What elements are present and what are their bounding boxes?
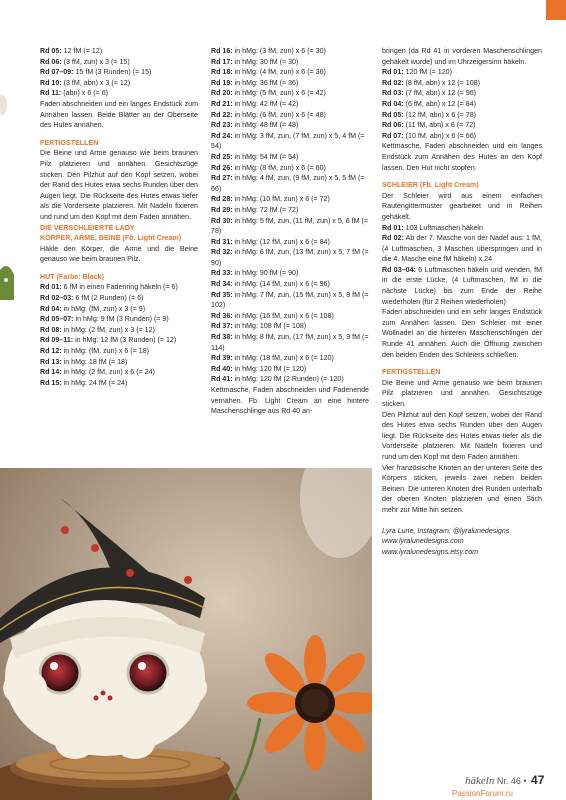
round-label: Rd 34:: [211, 280, 233, 289]
round-text: in hMg: 42 fM (= 42): [232, 99, 299, 108]
section-heading: FERTIGSTELLEN: [40, 138, 99, 147]
round-text: in hMg: 120 fM (= 120): [232, 364, 307, 373]
designer-credit: Lyra Lune, Instagram: @lyralunedesigns: [382, 526, 510, 535]
round-label: Rd 31:: [211, 237, 233, 246]
round-row: [211, 268, 369, 279]
round-label: Rd 32:: [211, 248, 233, 257]
round-row: [211, 205, 369, 216]
round-text: in hMg: (10 fM, zun) x 6 (= 72): [232, 195, 330, 204]
round-text: in hMg: 6 fM, zun, (13 fM, zun) x 5, 7 fM (= 90): [211, 248, 369, 267]
round-text: in hMg: 90 fM (= 90): [232, 269, 299, 278]
round-label: Rd 22:: [211, 110, 233, 119]
watermark: PassionForum.ru: [452, 789, 513, 798]
round-label: Rd 21:: [211, 99, 233, 108]
round-label: Rd 16:: [211, 47, 233, 55]
round-label: Rd 07–09:: [40, 68, 74, 77]
round-label: Rd 06:: [40, 57, 62, 66]
section-heading: HUT (Farbe: Black): [40, 272, 104, 281]
round-row: [211, 332, 369, 353]
round-label: Rd 39:: [211, 354, 233, 363]
round-row: [211, 46, 369, 57]
round-text: 6 Luftmaschen häkeln und wenden, fM in die erste Lücke, (4 Luftmaschen, fM in die nächste Lücke) bis zum Ende der Reihe wiederholen (für 2 Reihen wiederholen): [382, 265, 543, 306]
round-label: Rd 36:: [211, 311, 233, 320]
round-row: [211, 194, 369, 205]
page-corner-tab: [546, 0, 566, 20]
paragraph: Der Schleier wird aus einem einfachen Rautengittermuster gearbeitet und in Reihen gehäkelt.: [382, 191, 542, 221]
round-label: Rd 25:: [211, 152, 233, 161]
round-row: [40, 346, 198, 357]
round-row: [211, 279, 369, 290]
round-text: (6 fM, abn) x 12 (= 84): [403, 99, 477, 108]
round-row: [211, 131, 369, 152]
round-row: [211, 152, 369, 163]
round-label: Rd 37:: [211, 322, 233, 331]
paragraph: Die Beine und Arme genauso wie beim braunen Pilz platzieren und annähen. Gesichtszüge sticken. Den Pilzhut auf den Kopf setzen, wobei der Rand des Hutes etwa sechs Runden über den Augen liegt. Die Rückseite des Hutes etwas tiefer als die Vorderseite platzieren. Mit Nadeln fixieren und rund um den Kopf mit dem Faden annähen.: [40, 149, 198, 221]
round-row: [40, 293, 198, 304]
round-text: in hMg: (4 fM, zun) x 6 (= 36): [232, 68, 326, 77]
round-label: Rd 38:: [211, 333, 233, 342]
round-text: in hMg: 24 fM (= 24): [61, 378, 128, 387]
round-row: [40, 282, 198, 293]
round-label: Rd 28:: [211, 195, 233, 204]
round-label: Rd 09–11:: [40, 336, 74, 345]
round-label: Rd 18:: [211, 68, 233, 77]
round-label: Rd 08:: [40, 325, 62, 334]
page-footer: [465, 773, 544, 787]
round-label: Rd 19:: [211, 78, 233, 87]
round-label: Rd 10:: [40, 78, 62, 87]
round-label: Rd 14:: [40, 368, 62, 377]
round-label: Rd 15:: [40, 378, 62, 387]
section-heading: FERTIGSTELLEN: [382, 368, 441, 377]
page-number: 47: [531, 773, 545, 787]
round-text: 12 fM (= 12): [61, 47, 103, 55]
round-row: [382, 120, 542, 131]
round-row: [382, 110, 542, 121]
round-row: [211, 88, 369, 99]
round-text: in hMg: 72 fM (= 72): [232, 205, 299, 214]
paragraph: Die Beine und Arme genauso wie beim braunen Pilz platzieren und annähen. Gesichtszüge sticken.: [382, 378, 542, 408]
round-row: [40, 67, 198, 78]
rounds-leaves: [40, 46, 198, 99]
round-text: in hMg: (16 fM, zun) x 6 (= 108): [232, 311, 334, 320]
round-label: Rd 04:: [40, 304, 62, 313]
round-text: in hMg: (fM, zun) x 6 (= 18): [61, 347, 150, 356]
rounds-veil: [382, 223, 542, 308]
round-label: Rd 05:: [40, 47, 62, 55]
etsy-link[interactable]: www.lyralunedesigns.etsy.com: [382, 547, 479, 556]
round-text: in hMg: 8 fM, zun, (17 fM, zun) x 5, 9 fM (= 114): [211, 333, 369, 352]
round-text: in hMg: 108 fM (= 108): [232, 322, 307, 331]
round-row: [211, 247, 369, 268]
round-text: in hMg: (2 fM, zun) x 3 (= 12): [61, 325, 155, 334]
round-text: in hMg: 3 fM, zun, (7 fM, zun) x 5, 4 fM (= 54): [211, 131, 365, 151]
round-row: [211, 353, 369, 364]
round-label: Rd 35:: [211, 290, 233, 299]
round-label: Rd 17:: [211, 57, 233, 66]
round-text: in hMg: 4 fM, zun, (9 fM, zun) x 5, 5 fM (= 66): [211, 174, 365, 193]
round-label: Rd 29:: [211, 205, 233, 214]
paragraph: Faden abschneiden und ein sehr langes Endstück zum Annähen lassen. Den Schleier mit einer Wollnadel an die hinteren Maschenschlingen der Runde 41 annähen. Auch die Öffnung zwischen den beiden Enden des Schleiers schließen.: [382, 308, 542, 359]
round-row: [211, 120, 369, 131]
amigurumi-photo: [0, 468, 372, 800]
round-text: in hMg: (6 fM, zun) x 6 (= 48): [232, 110, 326, 119]
round-label: Rd 23:: [211, 121, 233, 130]
rounds-hat: [40, 282, 198, 388]
round-row: [211, 311, 369, 322]
round-row: [40, 57, 198, 68]
round-row: [211, 290, 369, 311]
round-label: Rd 12:: [40, 347, 62, 356]
round-row: [211, 163, 369, 174]
round-label: Rd 01:: [382, 68, 404, 77]
round-row: [211, 374, 369, 385]
round-text: 15 fM (3 Runden) (= 15): [73, 68, 152, 77]
round-text: (10 fM, abn) x 6 (= 66): [403, 131, 477, 140]
round-row: [211, 237, 369, 248]
round-row: [40, 304, 198, 315]
round-text: in hMg: 12 fM (3 Runden) (= 12): [73, 336, 177, 345]
round-row: [40, 367, 198, 378]
round-label: Rd 33:: [211, 269, 233, 278]
round-row: [211, 364, 369, 375]
round-label: Rd 27:: [211, 174, 233, 183]
round-text: in hMg: (fM, zun) x 3 (= 9): [61, 304, 146, 313]
round-label: Rd 02–03:: [40, 294, 74, 303]
round-row: [211, 67, 369, 78]
round-text: (12 fM, abn) x 6 (= 78): [403, 110, 477, 119]
paragraph: Faden abschneiden und ein langes Endstück zum Annähen lassen. Beide Blätter an der Oberseite des Hutes annähen.: [40, 99, 198, 130]
round-label: Rd 03:: [382, 89, 404, 98]
round-text: 120 fM (= 120): [403, 68, 452, 77]
paragraph: Kettmasche, Faden abschneiden und Fadenende vernähen. Fb. Light Cream an eine hintere Maschenschlinge aus Rd 40 an-: [211, 386, 369, 416]
magazine-brand: häkeln: [465, 775, 495, 787]
round-label: Rd 13:: [40, 357, 62, 366]
side-photo-strip: [0, 70, 16, 300]
column-left: [40, 46, 198, 388]
round-text: in hMg: (18 fM, zun) x 6 (= 120): [232, 354, 334, 363]
column-right: [382, 46, 542, 557]
round-label: Rd 26:: [211, 163, 233, 172]
round-row: [382, 233, 542, 265]
round-label: Rd 01:: [40, 283, 62, 292]
round-row: [40, 325, 198, 336]
round-text: in hMg: 5 fM, zun, (11 fM, zun) x 5, 6 fM (= 78): [211, 216, 368, 236]
round-label: Rd 02:: [382, 234, 404, 243]
round-text: Ab der 7. Masche von der Nadel aus: 1 fM, (4 Luftmaschen, 3 Maschen überspringen und in die 4. Masche eine fM häkeln) x 24: [382, 234, 542, 264]
round-row: [382, 131, 542, 142]
round-text: in hMg: 7 fM, zun, (15 fM, zun) x 5, 8 fM (= 102): [211, 290, 369, 310]
paragraph: Vier französische Knoten an der unteren Seite des Körpers sticken, jeweils zwei neben beiden Beinen. Die unteren Knoten drei Runden unterhalb der oberen Knoten platzieren und einen Stich mehr zur Mitte hin setzen.: [382, 463, 542, 514]
round-row: [40, 335, 198, 346]
round-label: Rd 04:: [382, 99, 404, 108]
paragraph: Den Pilzhut auf den Kopf setzen, wobei der Rand des Hutes etwa sechs Runden über den Augen liegt. Die Rückseite des Hutes etwas tiefer als die Vorderseite platzieren. Mit Nadeln fixieren und rund um den Kopf mit dem Faden annähen.: [382, 410, 542, 461]
round-text: in hMg: (14 fM, zun) x 6 (= 96): [232, 280, 330, 289]
round-row: [211, 321, 369, 332]
round-text: 6 fM (2 Runden) (= 6): [73, 294, 144, 303]
round-text: in hMg: 36 fM (= 36): [232, 78, 299, 87]
round-text: (11 fM, abn) x 6 (= 72): [403, 121, 476, 130]
round-label: Rd 30:: [211, 216, 233, 225]
round-text: in hMg: 120 fM (2 Runden) (= 120): [232, 375, 344, 384]
round-row: [211, 57, 369, 68]
round-row: [382, 67, 542, 78]
round-row: [40, 378, 198, 389]
round-row: [40, 88, 198, 99]
round-text: in hMg: (3 fM, zun) x 6 (= 30): [232, 47, 326, 55]
round-label: Rd 07:: [382, 131, 404, 140]
round-text: in hMg: 30 fM (= 30): [232, 57, 299, 66]
round-row: [382, 88, 542, 99]
round-text: (abn) x 6 (= 6): [61, 89, 109, 98]
round-text: (8 fM, abn) x 12 (= 108): [403, 78, 480, 87]
round-row: [211, 216, 369, 237]
section-heading: DIE VERSCHLEIERTE LADY: [40, 223, 135, 232]
round-text: (7 fM, abn) x 12 (= 96): [403, 89, 477, 98]
round-row: [40, 314, 198, 325]
round-label: Rd 11:: [40, 89, 62, 98]
section-heading: SCHLEIER (Fb. Light Cream): [382, 181, 479, 190]
round-text: in hMg: (5 fM, zun) x 6 (= 42): [232, 89, 326, 98]
rounds-hat-cont: [211, 46, 369, 385]
round-text: in hMg: (2 fM, zun) x 6 (= 24): [61, 368, 155, 377]
round-row: [211, 110, 369, 121]
round-text: in hMg: 18 fM (= 18): [61, 357, 128, 366]
issue-number: Nr. 46 •: [496, 776, 527, 786]
round-row: [40, 357, 198, 368]
round-label: Rd 41:: [211, 375, 233, 384]
round-label: Rd 02:: [382, 78, 404, 87]
round-label: Rd 24:: [211, 131, 233, 140]
round-row: [382, 223, 542, 234]
section-heading: KÖRPER, ARME, BEINE (Fb. Light Cream): [40, 234, 182, 243]
paragraph: Häkle den Körper, die Arme und die Beine genauso wie beim braunen Pilz.: [40, 244, 198, 264]
round-text: in hMg: 54 fM (= 54): [232, 152, 299, 161]
round-row: [40, 78, 198, 89]
round-row: [382, 99, 542, 110]
round-row: [211, 78, 369, 89]
round-label: Rd 05–07:: [40, 315, 74, 324]
round-row: [382, 265, 542, 307]
round-label: Rd 40:: [211, 364, 233, 373]
round-text: in hMg: (8 fM, zun) x 6 (= 60): [232, 163, 326, 172]
round-row: [211, 99, 369, 110]
round-label: Rd 03–04:: [382, 265, 416, 274]
rounds-brim: [382, 67, 542, 141]
round-text: (3 fM, zun) x 3 (= 15): [61, 57, 130, 66]
round-text: (3 fM, abn) x 3 (= 12): [61, 78, 131, 87]
round-text: in hMg: 9 fM (3 Runden) (= 9): [73, 315, 169, 324]
round-row: [382, 78, 542, 89]
paragraph: bringen (da Rd 41 in vorderen Maschenschlingen gehäkelt wurde) und im Uhrzeigersinn häkeln.: [382, 47, 542, 66]
round-label: Rd 06:: [382, 121, 404, 130]
round-text: in hMg: 48 fM (= 48): [232, 121, 299, 130]
round-row: [211, 173, 369, 194]
website-link[interactable]: www.lyralunedesigns.com: [382, 537, 464, 546]
round-label: Rd 01:: [382, 223, 404, 232]
round-text: in hMg: (12 fM, zun) x 6 (= 84): [232, 237, 330, 246]
round-text: 6 fM in einen Fadenring häkeln (= 6): [61, 283, 178, 292]
column-middle: [211, 46, 369, 417]
round-label: Rd 05:: [382, 110, 404, 119]
round-label: Rd 20:: [211, 89, 233, 98]
paragraph: Kettmasche, Faden abschneiden und ein langes Endstück zum Annähen des Hutes an den Kopf lassen. Den Hut nicht stopfen.: [382, 142, 542, 172]
round-row: [40, 46, 198, 57]
round-text: 103 Luftmaschen häkeln: [403, 223, 483, 232]
